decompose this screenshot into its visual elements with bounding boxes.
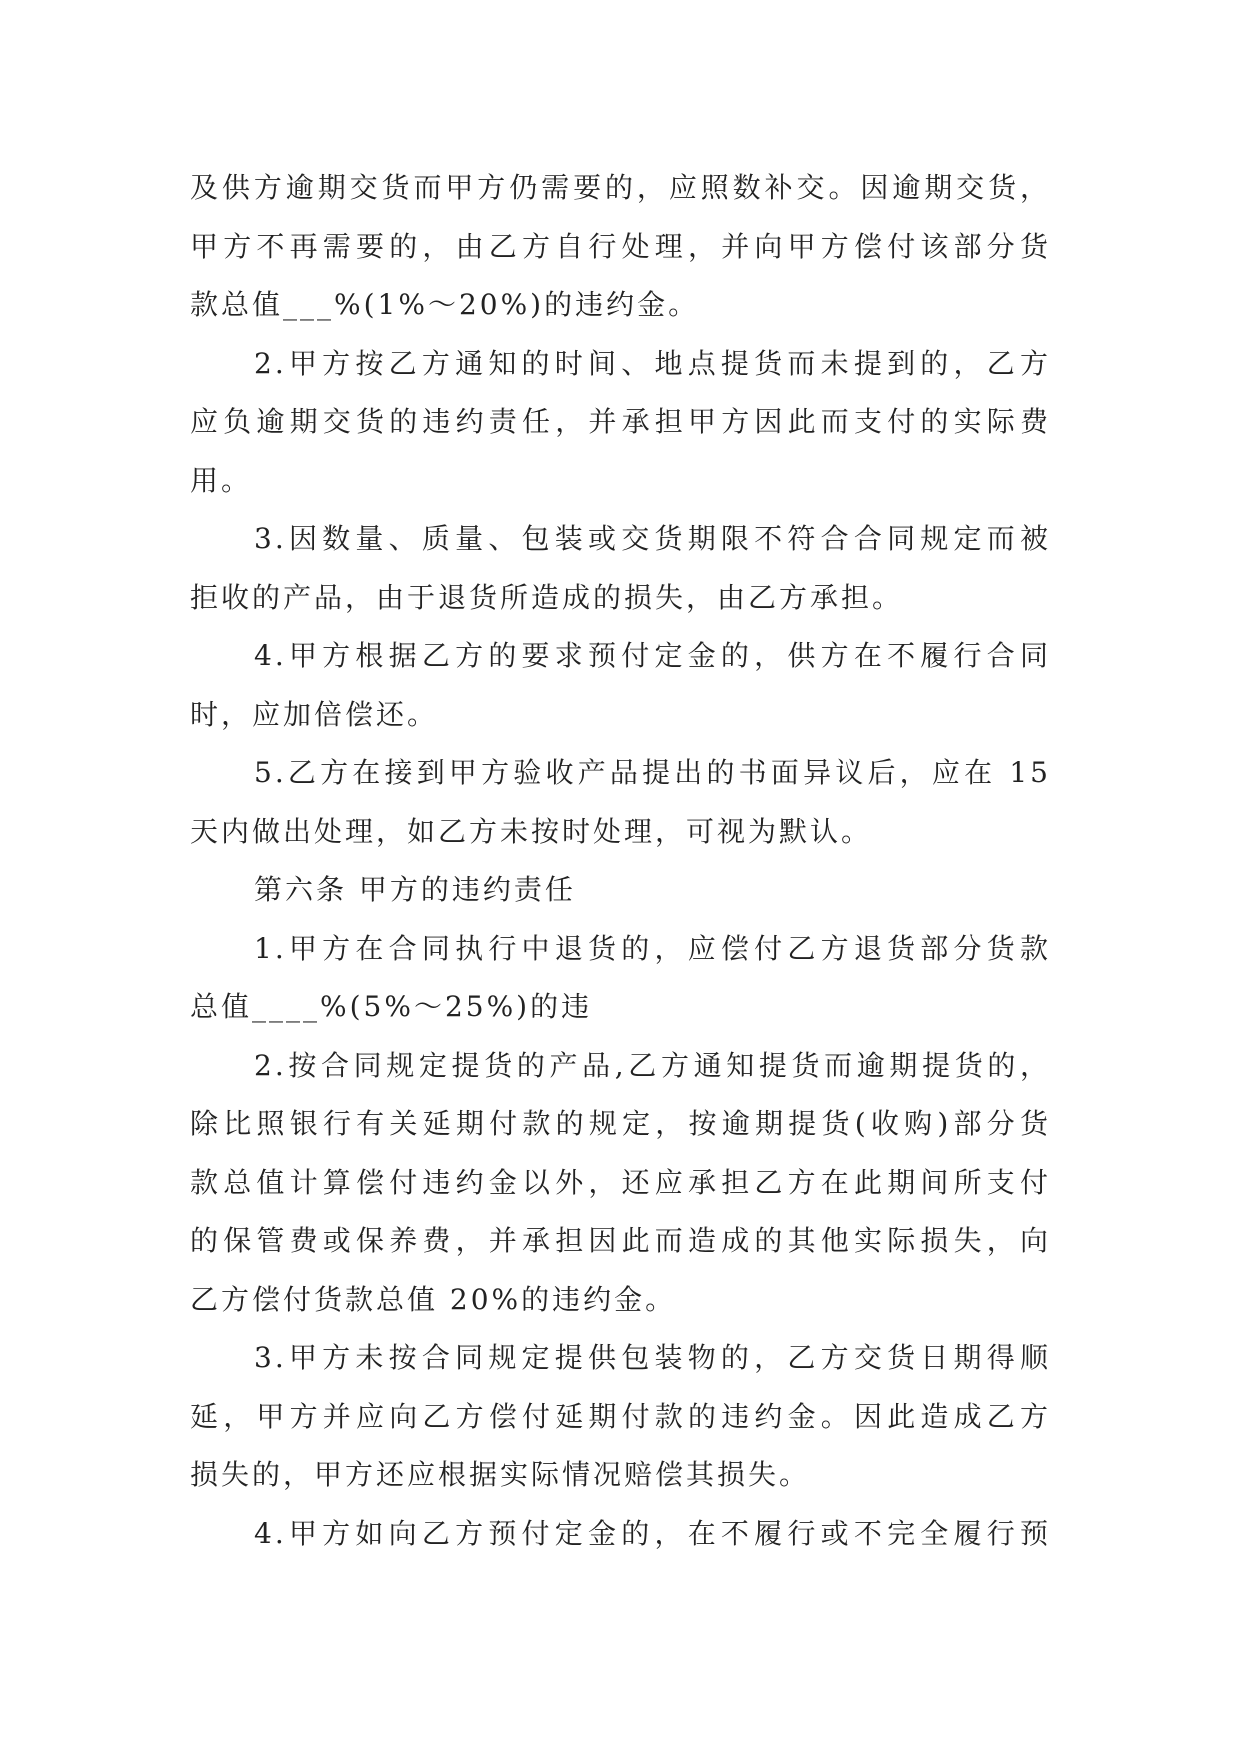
text-line: 3.因数量、质量、包装或交货期限不符合合同规定而被 bbox=[254, 522, 1051, 555]
text-line: 天内做出处理，如乙方未按时处理，可视为默认。 bbox=[190, 814, 873, 848]
article-heading: 第六条 甲方的违约责任 bbox=[254, 873, 576, 906]
text-line: 延，甲方并应向乙方偿付延期付款的违约金。因此造成乙方 bbox=[190, 1399, 1051, 1433]
text-line: 甲方不再需要的，由乙方自行处理，并向甲方偿付该部分货 bbox=[190, 229, 1051, 263]
paragraph-item-5 bbox=[190, 744, 1051, 861]
text-line: 3.甲方未按合同规定提供包装物的，乙方交货日期得顺 bbox=[254, 1341, 1051, 1374]
text-line: 应负逾期交货的违约责任，并承担甲方因此而支付的实际费 bbox=[190, 405, 1051, 438]
text-line: 款总值___%(1%～20%)的违约金。 bbox=[190, 288, 700, 321]
text-line: 5.乙方在接到甲方验收产品提出的书面异议后，应在 15 bbox=[254, 756, 1051, 789]
text-line: 2.甲方按乙方通知的时间、地点提货而未提到的，乙方 bbox=[254, 346, 1051, 380]
text-line: 损失的，甲方还应根据实际情况赔偿其损失。 bbox=[190, 1458, 811, 1491]
text-line: 4.甲方根据乙方的要求预付定金的，供方在不履行合同 bbox=[254, 639, 1051, 672]
text-line: 款总值计算偿付违约金以外，还应承担乙方在此期间所支付 bbox=[190, 1165, 1051, 1199]
paragraph-item-4b bbox=[190, 1505, 1051, 1564]
paragraph-item-3 bbox=[190, 510, 1051, 627]
text-line: 的保管费或保养费，并承担因此而造成的其他实际损失，向 bbox=[190, 1224, 1051, 1257]
text-line: 乙方偿付货款总值 20%的违约金。 bbox=[190, 1282, 677, 1316]
text-line: 及供方逾期交货而甲方仍需要的，应照数补交。因逾期交货， bbox=[190, 171, 1051, 204]
text-line: 4.甲方如向乙方预付定金的，在不履行或不完全履行预 bbox=[254, 1516, 1051, 1550]
text-line: 时，应加倍偿还。 bbox=[190, 697, 439, 731]
text-line: 拒收的产品，由于退货所造成的损失，由乙方承担。 bbox=[190, 580, 904, 614]
text-line: 除比照银行有关延期付款的规定，按逾期提货(收购)部分货 bbox=[190, 1107, 1051, 1140]
text-line: 2.按合同规定提货的产品,乙方通知提货而逾期提货的， bbox=[254, 1048, 1051, 1082]
section-heading bbox=[190, 861, 1051, 920]
paragraph-item-1 bbox=[190, 920, 1051, 1037]
paragraph-item-2b bbox=[190, 1037, 1051, 1330]
text-line: 总值____%(5%～25%)的违 bbox=[190, 990, 593, 1023]
paragraph-continuation bbox=[190, 159, 1051, 335]
text-line: 用。 bbox=[190, 463, 253, 497]
paragraph-item-4 bbox=[190, 627, 1051, 744]
document-body bbox=[190, 159, 1051, 1563]
paragraph-item-3b bbox=[190, 1329, 1051, 1505]
paragraph-item-2 bbox=[190, 335, 1051, 511]
text-line: 1.甲方在合同执行中退货的，应偿付乙方退货部分货款 bbox=[254, 931, 1051, 965]
